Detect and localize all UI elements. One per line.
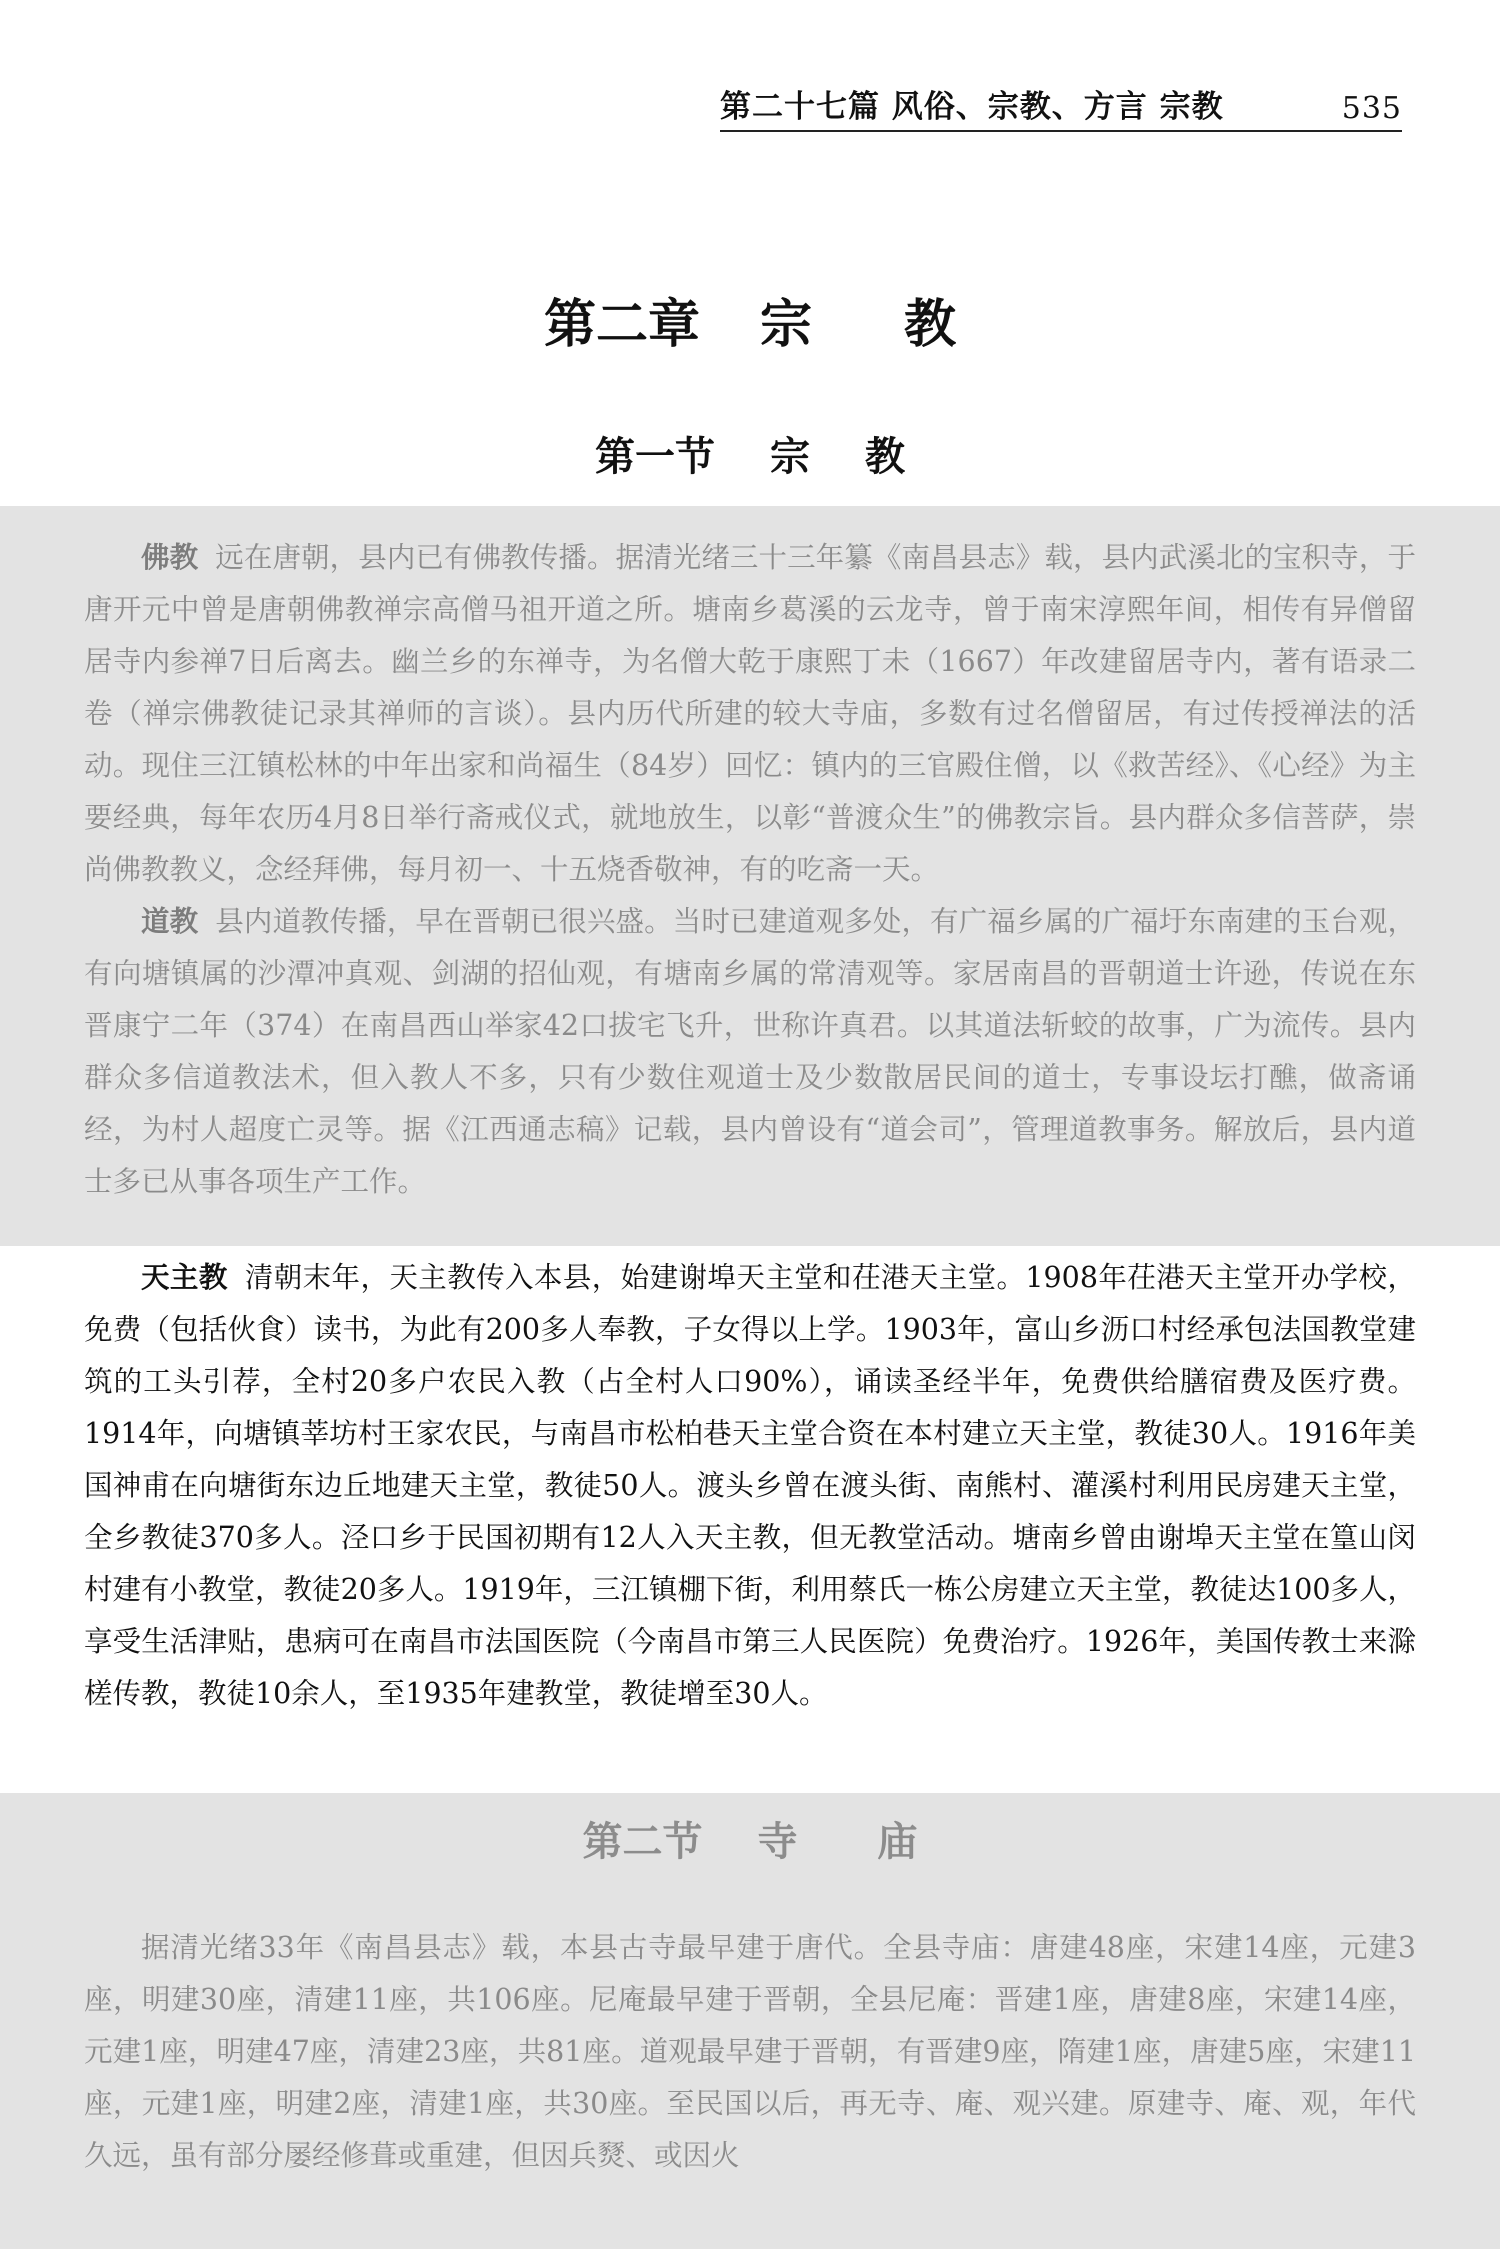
section-2-title-number: 第二节 (582, 1818, 703, 1865)
section-1-title-number: 第一节 (595, 434, 715, 480)
chapter-title-word-2: 教 (904, 295, 957, 355)
section-2-title-word-2: 庙 (877, 1818, 918, 1865)
section-1-title (0, 425, 1500, 482)
paragraph-taoism-text: 县内道教传播，早在晋朝已很兴盛。当时已建道观多处，有广福乡属的广福圩东南建的玉台观，有向塘镇属的沙潭冲真观、剑湖的招仙观，有塘南乡属的常清观等。家居南昌的晋朝道士许逊，传说在东晋康宁二年（374）在南昌西山举家42口拔宅飞升，世称许真君。以其道法斩蛟的故事，广为流传。县内群众多信道教法术，但入教人不多，只有少数住观道士及少数散居民间的道士，专事设坛打醮，做斋诵经，为村人超度亡灵等。据《江西通志稿》记载，县内曾设有“道会司”，管理道教事务。解放后，县内道士多已从事各项生产工作。 (84, 905, 1416, 1198)
paragraph-taoism-lead: 道教 (141, 905, 199, 938)
paragraph-buddhism-text: 远在唐朝，县内已有佛教传播。据清光绪三十三年纂《南昌县志》载，县内武溪北的宝积寺，于唐开元中曾是唐朝佛教禅宗高僧马祖开道之所。塘南乡葛溪的云龙寺，曾于南宋淳熙年间，相传有异僧留居寺内参禅7日后离去。幽兰乡的东禅寺，为名僧大乾于康熙丁未（1667）年改建留居寺内，著有语录二卷（禅宗佛教徒记录其禅师的言谈）。县内历代所建的较大寺庙，多数有过名僧留居，有过传授禅法的活动。现住三江镇松林的中年出家和尚福生（84岁）回忆：镇内的三官殿住僧，以《救苦经》、《心经》为主要经典，每年农历4月8日举行斋戒仪式，就地放生，以彰“普渡众生”的佛教宗旨。县内群众多信菩萨，崇尚佛教教义，念经拜佛，每月初一、十五烧香敬神，有的吃斋一天。 (84, 541, 1416, 886)
section-2-title-word-1: 寺 (757, 1818, 798, 1865)
section-2-paragraphs (84, 1922, 1416, 2182)
section-1-faded-paragraphs (84, 532, 1416, 1208)
section-2-title (0, 1810, 1500, 1867)
section-1-title-word-1: 宗 (770, 434, 810, 480)
paragraph-buddhism (84, 532, 1416, 896)
paragraph-buddhism-lead: 佛教 (141, 541, 199, 574)
chapter-title-number: 第二章 (543, 295, 700, 355)
paragraph-catholicism (84, 1252, 1416, 1720)
running-header (720, 86, 1402, 132)
page-number: 535 (1341, 91, 1402, 126)
paragraph-taoism (84, 896, 1416, 1208)
running-header-title: 第二十七篇 风俗、宗教、方言 宗教 (720, 89, 1224, 125)
paragraph-temples-text: 据清光绪33年《南昌县志》载，本县古寺最早建于唐代。全县寺庙：唐建48座，宋建14座，元建3座，明建30座，清建11座，共106座。尼庵最早建于晋朝，全县尼庵：晋建1座，唐建8座，宋建14座，元建1座，明建47座，清建23座，共81座。道观最早建于晋朝，有晋建9座，隋建1座，唐建5座，宋建11座，元建1座，明建2座，清建1座，共30座。至民国以后，再无寺、庵、观兴建。原建寺、庵、观，年代久远，虽有部分屡经修葺或重建，但因兵燹、或因火 (84, 1931, 1416, 2172)
section-1-catholic-block (84, 1252, 1416, 1720)
chapter-title-word-1: 宗 (759, 295, 812, 355)
paragraph-catholicism-lead: 天主教 (141, 1261, 228, 1294)
paragraph-catholicism-text: 清朝末年，天主教传入本县，始建谢埠天主堂和茌港天主堂。1908年茌港天主堂开办学校，免费（包括伙食）读书，为此有200多人奉教，子女得以上学。1903年，富山乡沥口村经承包法国教堂建筑的工头引荐，全村20多户农民入教（占全村人口90%），诵读圣经半年，免费供给膳宿费及医疗费。1914年，向塘镇莘坊村王家农民，与南昌市松柏巷天主堂合资在本村建立天主堂，教徒30人。1916年美国神甫在向塘街东边丘地建天主堂，教徒50人。渡头乡曾在渡头街、南熊村、灌溪村利用民房建天主堂，全乡教徒370多人。泾口乡于民国初期有12人入天主教，但无教堂活动。塘南乡曾由谢埠天主堂在篁山闵村建有小教堂，教徒20多人。1919年，三江镇棚下街，利用蔡氏一栋公房建立天主堂，教徒达100多人，享受生活津贴，患病可在南昌市法国医院（今南昌市第三人民医院）免费治疗。1926年，美国传教士来滁槎传教，教徒10余人，至1935年建教堂，教徒增至30人。 (84, 1261, 1416, 1710)
section-1-title-word-2: 教 (865, 434, 905, 480)
chapter-title (0, 282, 1500, 357)
paragraph-temples (84, 1922, 1416, 2182)
